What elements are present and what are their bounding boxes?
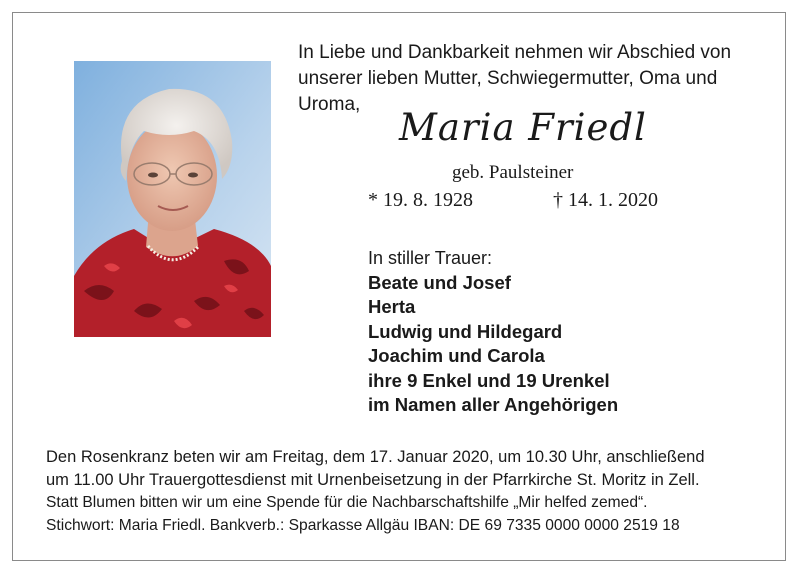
intro-line-3: Uroma, xyxy=(298,94,361,115)
bank-details: Stichwort: Maria Friedl. Bankverb.: Sparkasse Allgäu IBAN: DE 69 7335 0000 0000 2519 18 xyxy=(46,517,680,534)
intro-line-1: In Liebe und Dankbarkeit nehmen wir Abschied von xyxy=(298,42,732,63)
mourners-list xyxy=(368,271,618,417)
death-date: † 14. 1. 2020 xyxy=(553,189,658,211)
birth-date: * 19. 8. 1928 xyxy=(368,189,473,211)
mourning-label: In stiller Trauer: xyxy=(368,248,493,268)
rosary-announcement: Den Rosenkranz beten wir am Freitag, dem 17. Januar 2020, um 10.30 Uhr, anschließend xyxy=(46,448,705,466)
mourner-item: ihre 9 Enkel und 19 Urenkel xyxy=(368,369,610,391)
mourner-item: Herta xyxy=(368,296,416,318)
intro-line-2: unserer lieben Mutter, Schwiegermutter, Oma und xyxy=(298,68,718,89)
mourner-item: Ludwig und Hildegard xyxy=(368,320,563,342)
maiden-name: geb. Paulsteiner xyxy=(452,162,574,183)
portrait-photo xyxy=(74,61,271,337)
donation-request: Statt Blumen bitten wir um eine Spende für die Nachbarschaftshilfe „Mir helfed zemed“. xyxy=(46,494,648,511)
deceased-name: Maria Friedl xyxy=(399,106,647,149)
funeral-service-announcement: um 11.00 Uhr Trauergottesdienst mit Urnenbeisetzung in der Pfarrkirche St. Moritz in Zell. xyxy=(46,471,700,489)
mourner-item: Joachim und Carola xyxy=(368,345,545,367)
mourner-item: im Namen aller Angehörigen xyxy=(368,394,619,416)
mourner-item: Beate und Josef xyxy=(368,272,511,293)
